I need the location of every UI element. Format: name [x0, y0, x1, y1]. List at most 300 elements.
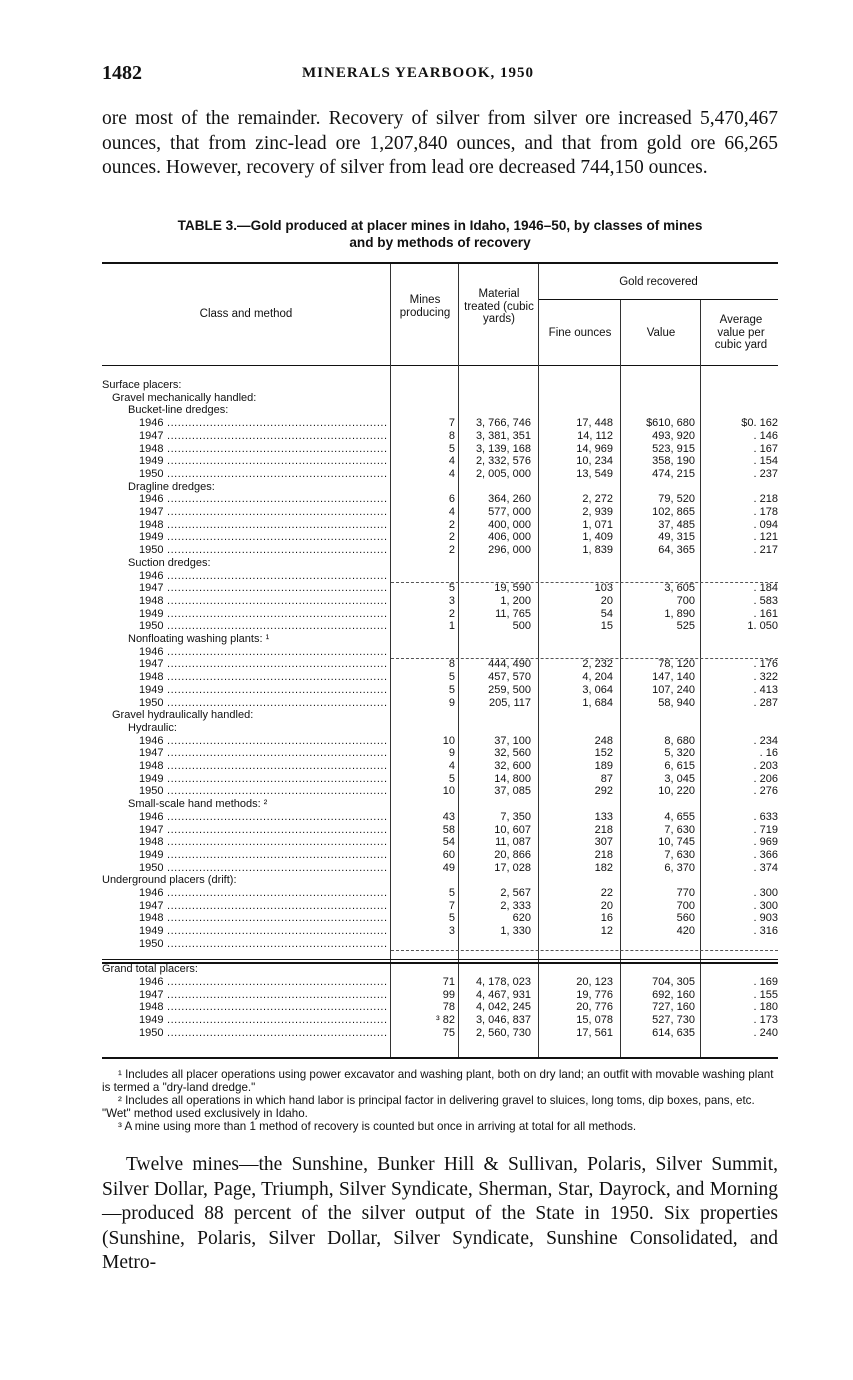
cell-ounces: 15: [600, 620, 613, 633]
row-year-label: 1948 .....: [139, 671, 388, 684]
cell-average: . 287: [753, 696, 778, 709]
cell-average: . 173: [753, 1014, 778, 1026]
cell-ounces: 133: [594, 810, 613, 823]
table-row: [102, 506, 778, 519]
cell-value: 7, 630: [664, 848, 695, 861]
cell-ounces: 14, 112: [577, 429, 613, 442]
table-row: [102, 557, 778, 570]
cell-material: 37, 085: [494, 785, 531, 798]
cell-material: 205, 117: [488, 696, 531, 709]
row-year-label: 1947 .....: [139, 582, 388, 595]
cell-ounces: 1, 684: [582, 696, 613, 709]
cell-ounces: 20: [600, 899, 613, 912]
table-row: [102, 633, 778, 646]
table-row: [102, 722, 778, 735]
cell-average: . 094: [753, 518, 778, 531]
cell-material: 11, 087: [495, 836, 531, 849]
cell-ounces: 16: [600, 912, 613, 925]
closing-paragraph: Twelve mines—the Sunshine, Bunker Hill & Sullivan, Polaris, Silver Summit, Silver Dollar, Page, Triumph, Silver Syndicate, Sherman, Star, Dayrock, and Morning—produced 88 percent of the silver output of the State in 1950. Six properties (Sunshine, Polaris, Silver Dollar, Silver Syndicate, Sunshine Consolidated, and Metro-: [102, 1154, 778, 1273]
cell-average: . 155: [753, 988, 778, 1001]
cell-material: 3, 381, 351: [475, 429, 531, 442]
table-row: [102, 862, 778, 875]
footnote-2: ² Includes all operations in which hand labor is principal factor in delivering gravel to sluices, long toms, dip boxes, pans, etc. "Wet" method used exclusively in Idaho.: [102, 1094, 755, 1120]
cell-material: 4, 178, 023: [475, 975, 531, 988]
cell-material: 17, 028: [494, 861, 531, 874]
row-section-label: Gravel mechanically handled:: [112, 391, 257, 404]
cell-mines: 8: [448, 658, 455, 671]
cell-ounces: 22: [600, 887, 613, 899]
table-row: [102, 785, 778, 798]
row-year-label: 1950 .....: [139, 468, 388, 481]
row-year-label: 1946 .....: [139, 811, 388, 824]
row-year-label: 1948 .....: [139, 595, 388, 608]
cell-material: 457, 570: [488, 671, 531, 684]
row-year-label: 1950 .....: [139, 862, 388, 875]
cell-material: 3, 139, 168: [475, 442, 531, 455]
cell-mines: 4: [448, 467, 455, 480]
cell-value: 10, 220: [658, 785, 695, 798]
cell-ounces: 307: [594, 836, 613, 849]
header-fine-ounces: Fine ounces: [548, 327, 612, 339]
row-section-label: Gravel hydraulically handled:: [112, 709, 254, 722]
cell-material: 2, 560, 730: [475, 1026, 531, 1039]
table-row: [102, 989, 778, 1002]
cell-mines: 2: [448, 518, 455, 531]
cell-mines: 5: [448, 887, 455, 899]
cell-material: 4, 467, 931: [475, 988, 531, 1001]
cell-average: . 184: [753, 582, 778, 595]
table-row: [102, 709, 778, 722]
cell-ounces: 20: [600, 594, 613, 607]
row-year-label: 1946 .....: [139, 570, 388, 583]
cell-material: 364, 260: [488, 493, 531, 506]
row-year-label: 1946 .....: [139, 417, 388, 430]
cell-mines: 60: [442, 848, 455, 861]
cell-value: 78, 120: [658, 658, 695, 671]
table-row: [102, 887, 778, 900]
row-year-label: 1947 .....: [139, 506, 388, 519]
cell-mines: 8: [448, 429, 455, 442]
cell-material: 444, 490: [488, 658, 531, 671]
cell-value: 79, 520: [658, 493, 695, 506]
table-row: [102, 811, 778, 824]
cell-material: 1, 330: [500, 925, 531, 938]
cell-average: . 583: [753, 594, 778, 607]
table-row: [102, 773, 778, 786]
cell-value: 64, 365: [658, 544, 695, 557]
cell-average: . 16: [759, 747, 778, 760]
cell-average: . 203: [753, 760, 778, 772]
cell-mines: 58: [442, 823, 455, 836]
cell-ounces: 19, 776: [576, 988, 613, 1001]
table-row: [102, 824, 778, 837]
table-row: [102, 735, 778, 748]
cell-average: . 146: [753, 429, 778, 442]
cell-mines: 5: [448, 671, 455, 684]
table-row: [102, 874, 778, 887]
table-row: [102, 912, 778, 925]
table-row: [102, 481, 778, 494]
intro-paragraph: ore most of the remainder. Recovery of silver from silver ore increased 5,470,467 ounces, that from zinc-lead ore 1,207,840 ounces, and that from gold ore 66,265 ounces. However, recovery of silver from lead ore decreased 744,150 ounces.: [102, 108, 778, 178]
cell-average: . 176: [753, 658, 778, 671]
cell-ounces: 182: [594, 861, 613, 874]
cell-material: 3, 046, 837: [475, 1014, 531, 1026]
table-row: [102, 646, 778, 659]
cell-value: 3, 605: [664, 582, 695, 595]
cell-average: . 121: [753, 531, 778, 544]
cell-average: . 374: [753, 861, 778, 874]
cell-ounces: 218: [594, 848, 613, 861]
table-row: [102, 976, 778, 989]
row-year-label: 1950 .....: [139, 938, 388, 951]
row-year-label: 1949 .....: [139, 773, 388, 786]
cell-material: 14, 800: [494, 772, 531, 785]
cell-material: 11, 765: [495, 607, 531, 620]
table-title-line2: and by methods of recovery: [349, 235, 531, 250]
cell-average: . 719: [753, 823, 778, 836]
cell-value: 3, 045: [664, 772, 695, 785]
cell-ounces: 1, 071: [582, 518, 613, 531]
cell-ounces: 54: [600, 607, 613, 620]
cell-average: . 161: [753, 607, 778, 620]
cell-mines: 9: [448, 747, 455, 760]
running-title: MINERALS YEARBOOK, 1950: [302, 65, 535, 81]
cell-mines: 71: [442, 975, 455, 988]
table-row: [102, 671, 778, 684]
cell-value: 700: [676, 594, 695, 607]
cell-mines: 7: [448, 417, 455, 430]
cell-ounces: 103: [594, 582, 613, 595]
cell-value: 700: [676, 899, 695, 912]
cell-value: 1, 890: [664, 607, 695, 620]
cell-ounces: 10, 234: [576, 455, 613, 468]
table-row: [102, 620, 778, 633]
cell-ounces: 17, 448: [576, 417, 613, 430]
cell-mines: 4: [448, 760, 455, 772]
cell-mines: 2: [448, 531, 455, 544]
cell-average: . 218: [753, 493, 778, 506]
table-title-line1: TABLE 3.—Gold produced at placer mines in Idaho, 1946–50, by classes of mines: [177, 218, 703, 233]
row-year-label: 1949 .....: [139, 849, 388, 862]
cell-average: . 240: [753, 1026, 778, 1039]
cell-material: 7, 350: [500, 810, 531, 823]
cell-value: $610, 680: [646, 417, 695, 430]
row-year-label: 1946 .....: [139, 735, 388, 748]
cell-material: 577, 000: [488, 506, 531, 518]
table-row: [102, 760, 778, 773]
footnotes: [102, 1068, 782, 1133]
table-row: [102, 608, 778, 621]
cell-value: 692, 160: [652, 988, 695, 1001]
cell-value: 6, 370: [664, 861, 695, 874]
cell-ounces: 218: [594, 823, 613, 836]
table-row: [102, 836, 778, 849]
table-row: [102, 1001, 778, 1014]
header-mines-producing: Mines producing: [399, 294, 451, 319]
cell-material: 406, 000: [488, 531, 531, 544]
page-header: [102, 62, 782, 84]
table-row: [102, 443, 778, 456]
row-year-label: 1949 .....: [139, 531, 388, 544]
page-number: 1482: [102, 62, 142, 84]
row-year-label: 1947 .....: [139, 900, 388, 913]
table-row: [102, 849, 778, 862]
no-data-dash-line: [391, 950, 778, 951]
cell-mines: 10: [442, 734, 455, 747]
cell-ounces: 2, 272: [582, 493, 613, 506]
row-year-label: 1948 .....: [139, 836, 388, 849]
cell-value: 58, 940: [658, 696, 695, 709]
cell-average: . 903: [753, 912, 778, 925]
table-row: [102, 417, 778, 430]
row-section-label: Dragline dredges:: [128, 480, 215, 493]
cell-mines: 54: [442, 836, 455, 849]
table-row: [102, 379, 778, 392]
table-row: [102, 684, 778, 697]
cell-average: . 234: [753, 734, 778, 747]
row-year-label: 1950 .....: [139, 620, 388, 633]
cell-mines: 5: [448, 582, 455, 595]
cell-value: 107, 240: [652, 683, 695, 696]
cell-average: $0. 162: [741, 417, 778, 430]
table-row: [102, 404, 778, 417]
cell-value: 4, 655: [664, 810, 695, 823]
table-row: [102, 925, 778, 938]
cell-average: . 237: [753, 467, 778, 480]
cell-mines: 6: [448, 493, 455, 506]
row-section-label: Hydraulic:: [128, 721, 177, 734]
table-row: [102, 595, 778, 608]
cell-mines: 10: [442, 785, 455, 798]
row-year-label: 1946 .....: [139, 646, 388, 659]
cell-material: 500: [512, 620, 531, 633]
cell-value: 49, 315: [658, 531, 695, 544]
cell-mines: 5: [448, 772, 455, 785]
cell-material: 296, 000: [488, 544, 531, 557]
cell-mines: 49: [442, 861, 455, 874]
cell-ounces: 292: [594, 785, 613, 798]
row-year-label: 1949 .....: [139, 455, 388, 468]
row-year-label: 1950 .....: [139, 1027, 388, 1040]
cell-value: 358, 190: [652, 455, 695, 468]
cell-mines: 2: [448, 544, 455, 557]
cell-value: 614, 635: [652, 1026, 695, 1039]
cell-mines: 1: [448, 620, 455, 633]
cell-value: 527, 730: [652, 1014, 695, 1026]
table-row: [102, 1014, 778, 1027]
row-year-label: 1950 .....: [139, 544, 388, 557]
cell-ounces: 3, 064: [582, 683, 613, 696]
table-title: [102, 217, 778, 251]
cell-ounces: 14, 969: [576, 442, 613, 455]
cell-ounces: 1, 839: [582, 544, 613, 557]
cell-material: 32, 560: [494, 747, 531, 760]
cell-ounces: 12: [600, 925, 613, 938]
cell-material: 259, 500: [488, 683, 531, 696]
cell-mines: 5: [448, 912, 455, 925]
cell-value: 7, 630: [664, 823, 695, 836]
table-row: [102, 493, 778, 506]
cell-mines: 3: [448, 925, 455, 938]
cell-ounces: 248: [594, 734, 613, 747]
table-row: [102, 430, 778, 443]
cell-ounces: 189: [594, 760, 613, 772]
cell-average: . 300: [753, 899, 778, 912]
cell-ounces: 15, 078: [576, 1014, 613, 1026]
cell-mines: 7: [448, 899, 455, 912]
cell-mines: 5: [448, 683, 455, 696]
cell-value: 474, 215: [652, 467, 695, 480]
row-year-label: 1948 .....: [139, 912, 388, 925]
cell-mines: 78: [442, 1001, 455, 1014]
table-row: [102, 455, 778, 468]
cell-material: 19, 590: [494, 582, 531, 595]
cell-average: . 206: [753, 772, 778, 785]
cell-value: 147, 140: [652, 671, 695, 684]
cell-ounces: 87: [600, 772, 613, 785]
table-row: [102, 392, 778, 405]
cell-ounces: 20, 123: [576, 975, 613, 988]
cell-value: 8, 680: [664, 734, 695, 747]
cell-average: . 366: [753, 848, 778, 861]
cell-ounces: 4, 204: [582, 671, 613, 684]
cell-material: 2, 332, 576: [475, 455, 531, 468]
table-row: [102, 697, 778, 710]
table-row: [102, 468, 778, 481]
row-year-label: 1949 .....: [139, 684, 388, 697]
row-section-label: Grand total placers:: [102, 963, 198, 976]
cell-mines: 5: [448, 442, 455, 455]
header-gold-recovered: Gold recovered: [619, 276, 698, 288]
table-row: [102, 1027, 778, 1040]
table-row: [102, 798, 778, 811]
row-section-label: Suction dredges:: [128, 556, 211, 569]
cell-mines: 9: [448, 696, 455, 709]
row-year-label: 1947 .....: [139, 430, 388, 443]
row-year-label: 1947 .....: [139, 747, 388, 760]
cell-material: 20, 866: [494, 848, 531, 861]
cell-average: . 316: [753, 925, 778, 938]
cell-average: . 413: [753, 683, 778, 696]
row-section-label: Nonfloating washing plants: ¹: [128, 633, 270, 645]
footnote-1: ¹ Includes all placer operations using power excavator and washing plant, both on dry land; an outfit with movable washing plant is termed a "dry-land dredge.": [102, 1068, 774, 1094]
cell-average: . 154: [753, 455, 778, 468]
header-material-treated: Material treated (cubic yards): [464, 288, 534, 325]
cell-material: 620: [512, 912, 531, 925]
cell-value: 704, 305: [652, 975, 695, 988]
cell-average: 1. 050: [747, 620, 778, 633]
cell-ounces: 2, 232: [582, 658, 613, 671]
table-row: [102, 658, 778, 671]
cell-material: 3, 766, 746: [475, 417, 531, 430]
cell-mines: 43: [442, 810, 455, 823]
cell-ounces: 1, 409: [582, 531, 613, 544]
cell-material: 2, 005, 000: [475, 467, 531, 480]
table-row: [102, 938, 778, 951]
cell-material: 37, 100: [494, 734, 531, 747]
cell-value: 525: [676, 620, 695, 633]
cell-value: 6, 615: [664, 760, 695, 772]
row-section-label: Surface placers:: [102, 379, 182, 391]
row-year-label: 1948 .....: [139, 443, 388, 456]
cell-mines: 99: [442, 988, 455, 1001]
cell-mines: 2: [448, 607, 455, 620]
cell-value: 770: [676, 887, 695, 899]
footnote-3: ³ A mine using more than 1 method of recovery is counted but once in arriving at total for all methods.: [118, 1120, 637, 1133]
cell-average: . 180: [753, 1001, 778, 1014]
cell-ounces: 2, 939: [582, 506, 613, 518]
cell-value: 493, 920: [652, 429, 695, 442]
cell-mines: ³ 82: [436, 1014, 455, 1026]
table-row: [102, 582, 778, 595]
row-year-label: 1948 .....: [139, 519, 388, 532]
cell-ounces: 13, 549: [576, 467, 613, 480]
cell-value: 10, 745: [658, 836, 695, 849]
row-year-label: 1948 .....: [139, 760, 388, 773]
table-row: [102, 531, 778, 544]
cell-average: . 322: [753, 671, 778, 684]
row-year-label: 1949 .....: [139, 1014, 388, 1027]
cell-value: 37, 485: [658, 518, 695, 531]
cell-ounces: 152: [594, 747, 613, 760]
cell-mines: 75: [442, 1026, 455, 1039]
header-class-method: Class and method: [199, 308, 293, 320]
cell-average: . 167: [753, 442, 778, 455]
cell-material: 2, 333: [500, 899, 531, 912]
table-row: [102, 963, 778, 976]
cell-material: 4, 042, 245: [475, 1001, 531, 1014]
row-section-label: Small-scale hand methods: ²: [128, 798, 268, 811]
table-row: [102, 900, 778, 913]
table-row: [102, 570, 778, 583]
cell-average: . 969: [753, 836, 778, 849]
cell-value: 5, 320: [664, 747, 695, 760]
cell-value: 102, 865: [652, 506, 695, 518]
row-year-label: 1947 .....: [139, 658, 388, 671]
cell-value: 727, 160: [652, 1001, 695, 1014]
cell-average: . 178: [753, 506, 778, 518]
cell-value: 560: [676, 912, 695, 925]
table-row: [102, 747, 778, 760]
cell-average: . 217: [753, 544, 778, 557]
row-year-label: 1950 .....: [139, 785, 388, 798]
cell-ounces: 17, 561: [576, 1026, 613, 1039]
cell-average: . 300: [753, 887, 778, 899]
cell-ounces: 20, 776: [576, 1001, 613, 1014]
table-row: [102, 544, 778, 557]
cell-average: . 276: [753, 785, 778, 798]
row-year-label: 1946 .....: [139, 887, 388, 900]
cell-material: 1, 200: [500, 594, 531, 607]
cell-mines: 4: [448, 455, 455, 468]
row-year-label: 1946 .....: [139, 493, 388, 506]
row-year-label: 1950 .....: [139, 697, 388, 710]
row-section-label: Bucket-line dredges:: [128, 404, 229, 417]
cell-material: 10, 607: [494, 823, 531, 836]
cell-average: . 633: [753, 810, 778, 823]
table-row: [102, 519, 778, 532]
row-year-label: 1946 .....: [139, 976, 388, 989]
cell-material: 32, 600: [494, 760, 531, 772]
header-value: Value: [646, 327, 676, 339]
header-average-value: Average value per cubic yard: [714, 314, 768, 351]
cell-mines: 4: [448, 506, 455, 518]
cell-material: 400, 000: [488, 518, 531, 531]
cell-value: 420: [676, 925, 695, 938]
placer-gold-table: [102, 262, 778, 1059]
row-year-label: 1947 .....: [139, 989, 388, 1002]
row-year-label: 1947 .....: [139, 824, 388, 837]
